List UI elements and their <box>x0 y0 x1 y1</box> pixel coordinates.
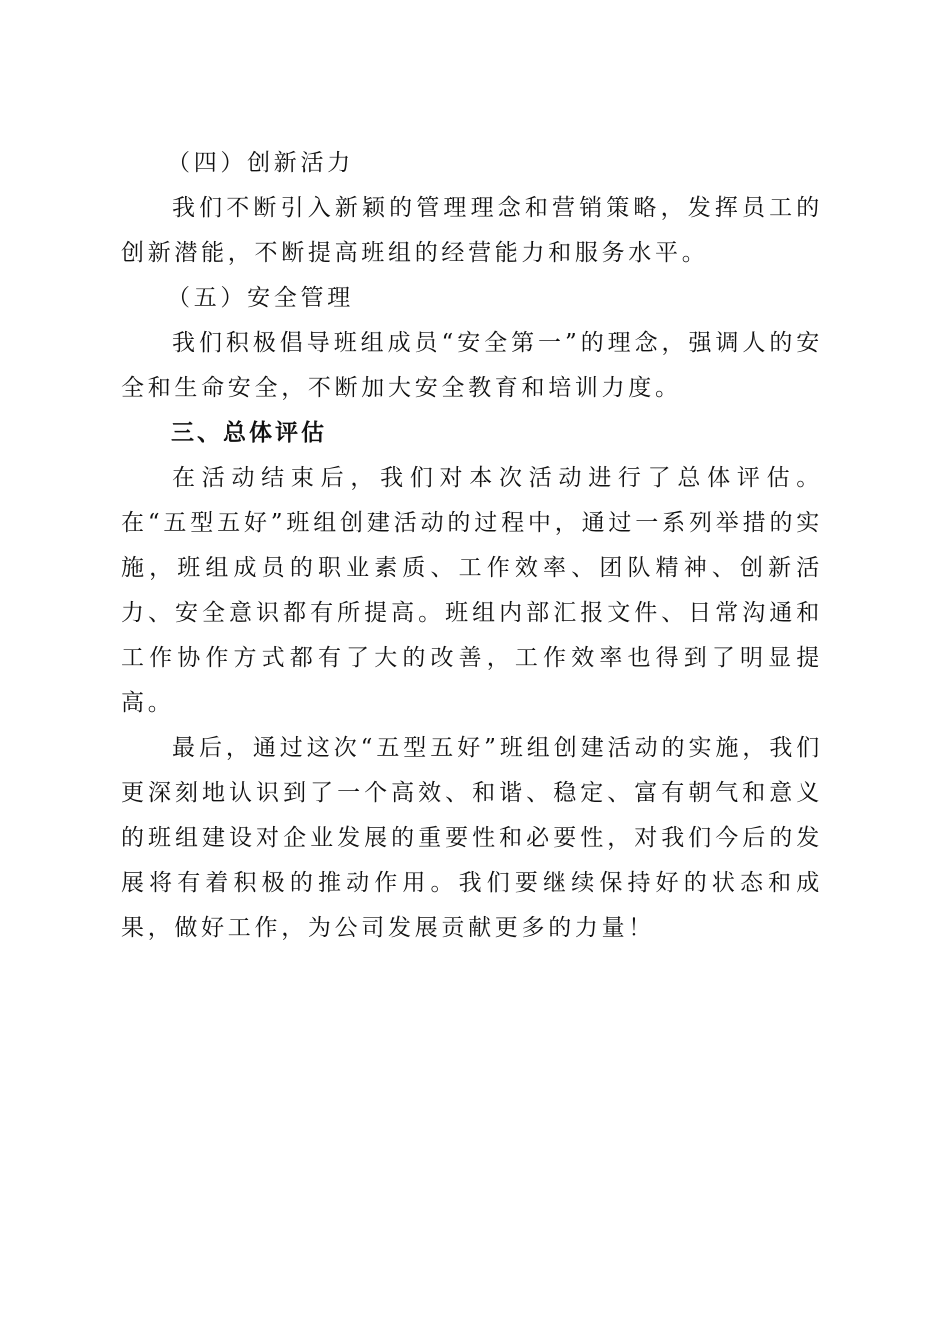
section-heading-innovation: （四）创新活力 <box>167 150 354 176</box>
paragraph-evaluation-2: 最后，通过这次“五型五好”班组创建活动的实施，我们更深刻地认识到了一个高效、和谐、稳定、富有朝气和意义的班组建设对企业发展的重要性和必要性，对我们今后的发展将有着积极的推动作用。我们要继续保持好的状态和成果，做好工作，为公司发展贡献更多的力量！ <box>121 735 823 941</box>
document-body <box>121 141 823 951</box>
section-heading-safety: （五）安全管理 <box>167 285 354 311</box>
section-heading-evaluation: 三、总体评估 <box>171 420 327 446</box>
paragraph-innovation: 我们不断引入新颖的管理理念和营销策略，发挥员工的创新潜能，不断提高班组的经营能力和服务水平。 <box>121 195 823 266</box>
paragraph-evaluation-1: 在活动结束后，我们对本次活动进行了总体评估。在“五型五好”班组创建活动的过程中，通过一系列举措的实施，班组成员的职业素质、工作效率、团队精神、创新活力、安全意识都有所提高。班组内部汇报文件、日常沟通和工作协作方式都有了大的改善，工作效率也得到了明显提高。 <box>121 465 823 716</box>
paragraph-safety: 我们积极倡导班组成员“安全第一”的理念，强调人的安全和生命安全，不断加大安全教育和培训力度。 <box>121 330 823 401</box>
